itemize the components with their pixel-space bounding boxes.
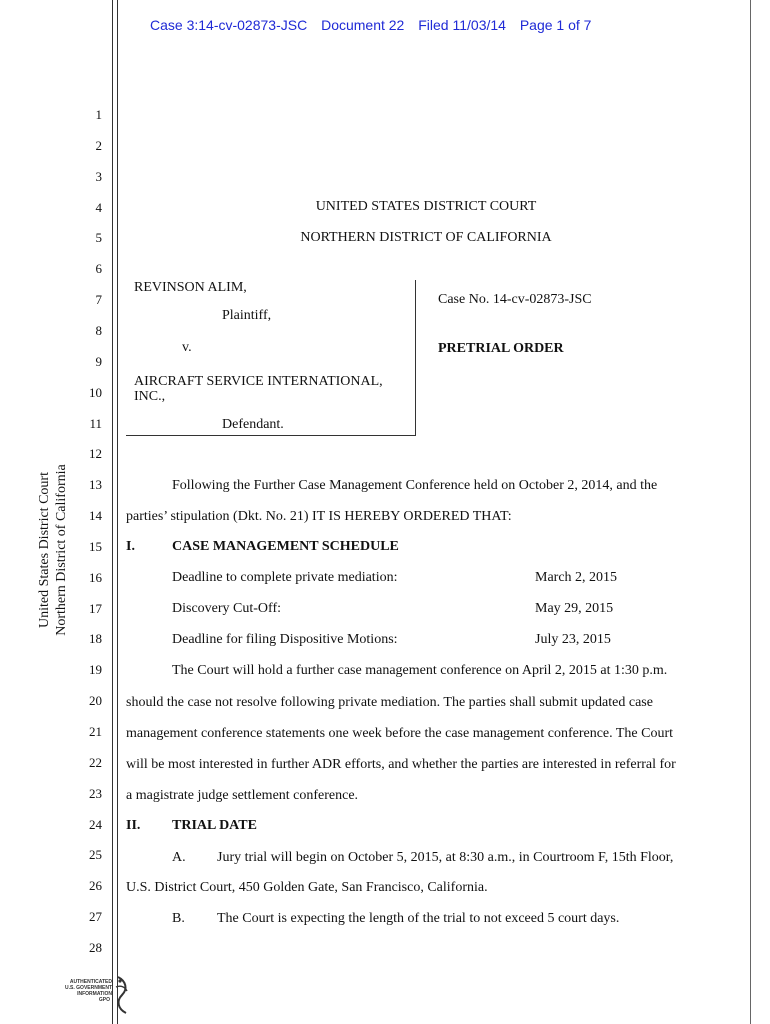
section-1-title: CASE MANAGEMENT SCHEDULE bbox=[172, 539, 399, 554]
intro-line-2: parties’ stipulation (Dkt. No. 21) IT IS HEREBY ORDERED THAT: bbox=[126, 509, 512, 524]
gpo-seal-text bbox=[40, 979, 112, 1003]
schedule-date: May 29, 2015 bbox=[535, 601, 614, 616]
line-number: 15 bbox=[89, 538, 102, 554]
line-number: 3 bbox=[95, 168, 102, 184]
paragraph-line: a magistrate judge settlement conference. bbox=[126, 788, 359, 803]
line-number: 16 bbox=[89, 569, 102, 585]
defendant-role: Defendant. bbox=[222, 417, 284, 432]
line-number: 28 bbox=[89, 939, 102, 955]
line-number: 26 bbox=[89, 878, 102, 894]
gpo-seal-line: AUTHENTICATED bbox=[69, 979, 112, 985]
line-number: 27 bbox=[89, 909, 102, 925]
left-margin-rule bbox=[112, 0, 113, 1024]
section-2-number: II. bbox=[126, 818, 141, 833]
schedule-label: Deadline to complete private mediation: bbox=[172, 570, 398, 585]
section-1-number: I. bbox=[126, 539, 135, 554]
gpo-seal-line: U.S. GOVERNMENT bbox=[65, 985, 112, 991]
item-a-line-2: U.S. District Court, 450 Golden Gate, San Francisco, California. bbox=[126, 880, 488, 895]
line-number: 12 bbox=[89, 446, 102, 462]
page-count-stamp: Page 1 of 7 bbox=[519, 17, 592, 33]
plaintiff-role: Plaintiff, bbox=[222, 308, 272, 323]
court-sidebar bbox=[28, 455, 78, 645]
case-number-caption: Case No. 14-cv-02873-JSC bbox=[438, 292, 592, 307]
line-number: 14 bbox=[89, 508, 102, 524]
line-number: 1 bbox=[95, 107, 102, 122]
line-number: 9 bbox=[95, 353, 102, 369]
line-number: 7 bbox=[95, 292, 102, 308]
schedule-label: Discovery Cut-Off: bbox=[172, 601, 281, 616]
sidebar-court-name: United States District Court bbox=[37, 472, 52, 628]
paragraph-line: The Court will hold a further case management conference on April 2, 2015 at 1:30 p.m. bbox=[172, 663, 668, 678]
filed-date-stamp: Filed 11/03/14 bbox=[418, 17, 506, 33]
document-number-stamp: Document 22 bbox=[321, 17, 405, 33]
item-a-line-1: Jury trial will begin on October 5, 2015, at 8:30 a.m., in Courtroom F, 15th Floor, bbox=[217, 850, 674, 865]
line-number: 22 bbox=[89, 754, 102, 770]
line-number: 13 bbox=[89, 477, 102, 493]
line-number: 4 bbox=[95, 199, 102, 215]
schedule-date: July 23, 2015 bbox=[535, 632, 611, 647]
gpo-eagle-icon bbox=[112, 975, 132, 1015]
sidebar-district-name: Northern District of California bbox=[54, 464, 69, 636]
line-number: 19 bbox=[89, 662, 102, 678]
line-number: 18 bbox=[89, 631, 102, 647]
versus-label: v. bbox=[182, 340, 192, 355]
intro-line-1: Following the Further Case Management Conference held on October 2, 2014, and the bbox=[172, 478, 658, 493]
schedule-date: March 2, 2015 bbox=[535, 570, 618, 585]
line-number: 2 bbox=[95, 137, 102, 153]
gpo-seal-line: GPO bbox=[98, 997, 110, 1003]
line-number: 5 bbox=[95, 230, 102, 246]
paragraph-line: should the case not resolve following private mediation. The parties shall submit updated case bbox=[126, 695, 653, 710]
item-b-text: The Court is expecting the length of the trial to not exceed 5 court days. bbox=[217, 911, 620, 926]
line-number: 24 bbox=[89, 816, 102, 832]
plaintiff-name: REVINSON ALIM, bbox=[134, 280, 247, 295]
item-b-label: B. bbox=[172, 911, 185, 926]
line-number: 8 bbox=[95, 322, 102, 338]
line-number: 23 bbox=[89, 785, 102, 801]
gpo-seal-line: INFORMATION bbox=[77, 991, 112, 997]
defendant-name-line2: INC., bbox=[134, 389, 166, 404]
caption-divider-horizontal bbox=[126, 435, 416, 436]
document-title: PRETRIAL ORDER bbox=[438, 341, 564, 356]
gpo-authentication-seal bbox=[40, 975, 130, 1015]
line-number: 10 bbox=[89, 384, 102, 400]
right-margin-rule bbox=[750, 0, 751, 1024]
line-number: 25 bbox=[89, 847, 102, 863]
line-number: 17 bbox=[89, 600, 102, 616]
left-margin-rule-inner bbox=[117, 0, 118, 1024]
section-2-title: TRIAL DATE bbox=[172, 818, 257, 833]
caption-divider-vertical bbox=[415, 280, 416, 436]
line-number: 11 bbox=[89, 415, 102, 431]
line-number: 21 bbox=[89, 724, 102, 739]
filing-header-stamp bbox=[150, 17, 630, 33]
line-number: 20 bbox=[89, 693, 102, 709]
item-a-label: A. bbox=[172, 850, 186, 865]
case-number-stamp: Case 3:14-cv-02873-JSC bbox=[150, 17, 308, 33]
line-number: 6 bbox=[95, 261, 102, 277]
paragraph-line: management conference statements one week before the case management conference. The Court bbox=[126, 726, 674, 741]
defendant-name-line1: AIRCRAFT SERVICE INTERNATIONAL, bbox=[134, 374, 383, 389]
court-name-heading: UNITED STATES DISTRICT COURT bbox=[315, 199, 537, 214]
schedule-label: Deadline for filing Dispositive Motions: bbox=[172, 632, 398, 647]
district-name-heading: NORTHERN DISTRICT OF CALIFORNIA bbox=[300, 230, 552, 245]
paragraph-line: will be most interested in further ADR efforts, and whether the parties are interested in referral for bbox=[126, 757, 676, 772]
